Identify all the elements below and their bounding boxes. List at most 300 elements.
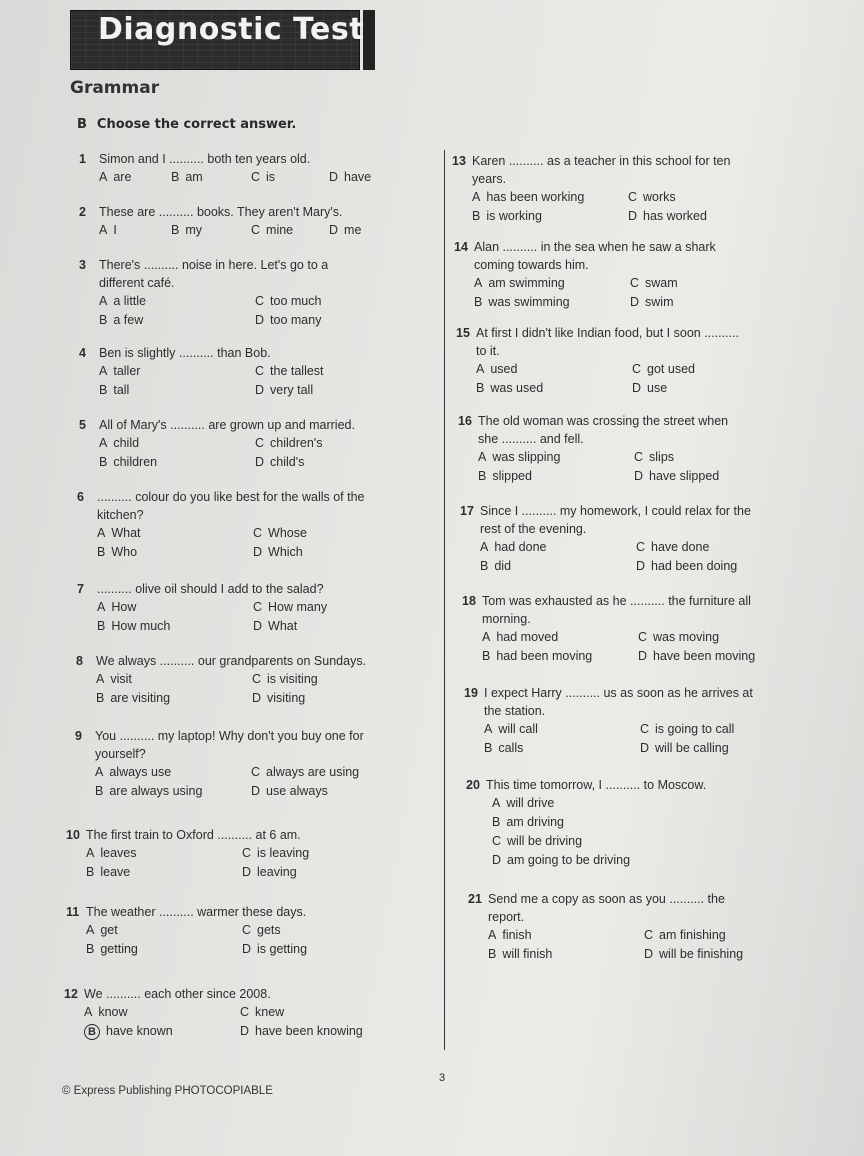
answer-option-d[interactable] bbox=[644, 945, 743, 963]
answer-option-b[interactable] bbox=[472, 207, 542, 225]
question-stem: These are .......... books. They aren't Mary's. bbox=[99, 205, 343, 219]
question-number: 21 bbox=[468, 892, 482, 906]
option-text: will drive bbox=[506, 796, 555, 810]
answer-option-d[interactable] bbox=[255, 311, 321, 329]
answer-option-d[interactable] bbox=[492, 851, 630, 869]
answer-option-d[interactable] bbox=[640, 739, 729, 757]
answer-option-b[interactable] bbox=[97, 617, 170, 635]
option-text: works bbox=[643, 190, 676, 204]
page-number: 3 bbox=[439, 1072, 446, 1084]
question-number: 7 bbox=[77, 582, 84, 596]
option-text: am bbox=[185, 170, 203, 184]
option-letter: C bbox=[638, 630, 648, 644]
option-text: had been doing bbox=[651, 559, 738, 573]
answer-option-a[interactable] bbox=[99, 221, 117, 239]
option-text: have known bbox=[106, 1024, 173, 1038]
option-letter: B bbox=[484, 741, 493, 755]
question-stem: different café. bbox=[99, 276, 175, 290]
option-text: will finish bbox=[502, 947, 553, 961]
option-text: get bbox=[100, 923, 118, 937]
answer-option-a[interactable] bbox=[99, 434, 139, 452]
option-letter: B bbox=[86, 942, 95, 956]
question-stem: years. bbox=[472, 172, 507, 186]
option-letter: B bbox=[476, 381, 485, 395]
answer-option-c[interactable] bbox=[252, 670, 318, 688]
option-text: will be driving bbox=[507, 834, 583, 848]
option-text: was moving bbox=[653, 630, 720, 644]
question-stem: rest of the evening. bbox=[480, 522, 587, 536]
option-letter: C bbox=[253, 600, 263, 614]
answer-option-c[interactable] bbox=[251, 763, 359, 781]
option-letter: B bbox=[99, 383, 108, 397]
question-stem: At first I didn't like Indian food, but I soon .......... bbox=[476, 326, 739, 340]
question-stem: report. bbox=[488, 910, 525, 924]
question-stem: Since I .......... my homework, I could relax for the bbox=[480, 504, 751, 518]
option-text: tall bbox=[113, 383, 130, 397]
answer-option-a[interactable] bbox=[476, 360, 517, 378]
answer-option-d[interactable] bbox=[634, 467, 719, 485]
answer-option-b[interactable] bbox=[484, 739, 523, 757]
question-stem: Alan .......... in the sea when he saw a shark bbox=[474, 240, 716, 254]
answer-option-c[interactable] bbox=[242, 844, 309, 862]
option-text: am going to be driving bbox=[507, 853, 631, 867]
question-stem: coming towards him. bbox=[474, 258, 589, 272]
answer-option-b[interactable] bbox=[488, 945, 552, 963]
answer-option-c[interactable] bbox=[628, 188, 676, 206]
option-text: gets bbox=[257, 923, 281, 937]
question-stem: All of Mary's .......... are grown up and married. bbox=[99, 418, 355, 432]
question-number: 5 bbox=[79, 418, 86, 432]
option-letter: D bbox=[636, 559, 646, 573]
answer-option-c[interactable] bbox=[634, 448, 674, 466]
option-text: was swimming bbox=[488, 295, 570, 309]
option-letter: C bbox=[242, 923, 252, 937]
option-letter: C bbox=[644, 928, 654, 942]
answer-option-a[interactable] bbox=[478, 448, 560, 466]
answer-option-b[interactable] bbox=[171, 221, 202, 239]
option-text: children's bbox=[270, 436, 323, 450]
option-letter: B bbox=[97, 545, 106, 559]
option-letter: D bbox=[255, 313, 265, 327]
answer-option-b[interactable] bbox=[99, 453, 157, 471]
answer-option-a[interactable] bbox=[97, 524, 141, 542]
option-letter: A bbox=[86, 923, 95, 937]
answer-option-c[interactable] bbox=[255, 434, 322, 452]
answer-option-b[interactable] bbox=[84, 1022, 173, 1040]
question-number: 1 bbox=[79, 152, 86, 166]
option-letter: C bbox=[492, 834, 502, 848]
option-text: Who bbox=[111, 545, 138, 559]
option-text: had done bbox=[494, 540, 547, 554]
question-number: 10 bbox=[66, 828, 80, 842]
option-letter: D bbox=[255, 383, 265, 397]
answer-option-d[interactable] bbox=[240, 1022, 363, 1040]
option-letter: A bbox=[99, 170, 108, 184]
option-letter: C bbox=[255, 364, 265, 378]
option-letter: B bbox=[480, 559, 489, 573]
question-stem: yourself? bbox=[95, 747, 146, 761]
option-letter: C bbox=[632, 362, 642, 376]
option-text: are bbox=[113, 170, 132, 184]
answer-option-b[interactable] bbox=[492, 813, 564, 831]
copyright-footer: © Express Publishing PHOTOCOPIABLE bbox=[62, 1085, 273, 1097]
question-stem: morning. bbox=[482, 612, 531, 626]
question-number: 4 bbox=[79, 346, 86, 360]
option-letter: D bbox=[242, 942, 252, 956]
answer-option-b[interactable] bbox=[86, 863, 130, 881]
option-text: child's bbox=[270, 455, 305, 469]
option-letter: A bbox=[474, 276, 483, 290]
option-text: How many bbox=[268, 600, 328, 614]
option-text: very tall bbox=[270, 383, 314, 397]
option-letter: D bbox=[632, 381, 642, 395]
option-letter: C bbox=[251, 170, 261, 184]
answer-option-d[interactable] bbox=[242, 863, 297, 881]
option-text: me bbox=[344, 223, 362, 237]
option-letter: D bbox=[492, 853, 502, 867]
answer-option-b[interactable] bbox=[99, 381, 129, 399]
answer-option-a[interactable] bbox=[492, 794, 554, 812]
option-letter: D bbox=[329, 223, 339, 237]
option-letter: D bbox=[251, 784, 261, 798]
option-text: are always using bbox=[109, 784, 203, 798]
answer-option-d[interactable] bbox=[636, 557, 737, 575]
question-stem: The first train to Oxford .......... at 6 am. bbox=[86, 828, 301, 842]
option-letter: D bbox=[252, 691, 262, 705]
answer-option-c[interactable] bbox=[251, 221, 293, 239]
option-letter: A bbox=[99, 223, 108, 237]
answer-option-c[interactable] bbox=[640, 720, 734, 738]
answer-option-d[interactable] bbox=[253, 543, 303, 561]
option-letter: A bbox=[99, 294, 108, 308]
option-text: used bbox=[490, 362, 518, 376]
answer-option-c[interactable] bbox=[492, 832, 582, 850]
option-text: my bbox=[185, 223, 203, 237]
question-number: 13 bbox=[452, 154, 466, 168]
answer-option-b[interactable] bbox=[474, 293, 570, 311]
answer-option-a[interactable] bbox=[99, 362, 140, 380]
answer-option-b[interactable] bbox=[97, 543, 137, 561]
answer-option-d[interactable] bbox=[255, 381, 313, 399]
option-text: What bbox=[268, 619, 298, 633]
answer-option-a[interactable] bbox=[484, 720, 538, 738]
answer-option-a[interactable] bbox=[474, 274, 565, 292]
option-text: leaving bbox=[257, 865, 297, 879]
option-text: children bbox=[113, 455, 158, 469]
option-text: swim bbox=[645, 295, 674, 309]
question-number: 14 bbox=[454, 240, 468, 254]
question-stem: There's .......... noise in here. Let's go to a bbox=[99, 258, 329, 272]
option-letter: B bbox=[474, 295, 483, 309]
option-letter: A bbox=[97, 526, 106, 540]
option-text: have bbox=[344, 170, 372, 184]
question-stem: The weather .......... warmer these days. bbox=[86, 905, 307, 919]
option-text: was slipping bbox=[492, 450, 561, 464]
answer-option-a[interactable] bbox=[95, 763, 171, 781]
question-number: 18 bbox=[462, 594, 476, 608]
option-text: had moved bbox=[496, 630, 559, 644]
section-heading: Grammar bbox=[70, 78, 160, 98]
option-text: use always bbox=[266, 784, 328, 798]
option-text: swam bbox=[645, 276, 678, 290]
answer-option-d[interactable] bbox=[638, 647, 755, 665]
page-title: Diagnostic Test bbox=[98, 12, 365, 47]
option-letter: D bbox=[329, 170, 339, 184]
option-text: knew bbox=[255, 1005, 285, 1019]
option-letter: D bbox=[240, 1024, 250, 1038]
question-stem: Simon and I .......... both ten years old. bbox=[99, 152, 311, 166]
question-stem: she .......... and fell. bbox=[478, 432, 584, 446]
question-stem: We always .......... our grandparents on Sundays. bbox=[96, 654, 367, 668]
option-letter: A bbox=[472, 190, 481, 204]
option-text: calls bbox=[498, 741, 524, 755]
option-text: have done bbox=[651, 540, 710, 554]
option-text: slipped bbox=[492, 469, 532, 483]
option-letter: C bbox=[634, 450, 644, 464]
option-letter: A bbox=[480, 540, 489, 554]
option-letter: B bbox=[99, 455, 108, 469]
option-letter: B bbox=[96, 691, 105, 705]
option-letter: B bbox=[478, 469, 487, 483]
option-text: is bbox=[266, 170, 276, 184]
answer-option-a[interactable] bbox=[86, 844, 136, 862]
option-text: visit bbox=[110, 672, 132, 686]
option-letter: B bbox=[95, 784, 104, 798]
option-text: a little bbox=[113, 294, 146, 308]
answer-option-a[interactable] bbox=[86, 921, 118, 939]
question-stem: I expect Harry .......... us as soon as he arrives at bbox=[484, 686, 753, 700]
question-stem: This time tomorrow, I .......... to Moscow. bbox=[486, 778, 707, 792]
option-text: is working bbox=[486, 209, 542, 223]
answer-option-a[interactable] bbox=[480, 538, 546, 556]
answer-option-d[interactable] bbox=[251, 782, 328, 800]
instruction-text: Choose the correct answer. bbox=[96, 117, 297, 132]
option-text: leaves bbox=[100, 846, 137, 860]
option-text: will be finishing bbox=[659, 947, 744, 961]
option-text: has been working bbox=[486, 190, 585, 204]
option-letter: D bbox=[628, 209, 638, 223]
question-number: 9 bbox=[75, 729, 82, 743]
option-text: has worked bbox=[643, 209, 707, 223]
option-letter: A bbox=[86, 846, 95, 860]
option-letter: C bbox=[253, 526, 263, 540]
answer-option-b[interactable] bbox=[482, 647, 592, 665]
answer-option-c[interactable] bbox=[638, 628, 719, 646]
option-letter: A bbox=[95, 765, 104, 779]
question-stem: to it. bbox=[476, 344, 500, 358]
question-number: 19 bbox=[464, 686, 478, 700]
question-number: 20 bbox=[466, 778, 480, 792]
option-text: visiting bbox=[267, 691, 306, 705]
option-text: is getting bbox=[257, 942, 308, 956]
option-letter: D bbox=[638, 649, 648, 663]
option-text: is going to call bbox=[655, 722, 735, 736]
answer-option-c[interactable] bbox=[253, 524, 307, 542]
answer-option-c[interactable] bbox=[240, 1003, 284, 1021]
question-number: 8 bbox=[76, 654, 83, 668]
option-letter: C bbox=[240, 1005, 250, 1019]
answer-option-a[interactable] bbox=[96, 670, 132, 688]
option-letter: A bbox=[476, 362, 485, 376]
option-letter: C bbox=[636, 540, 646, 554]
option-text: know bbox=[98, 1005, 128, 1019]
option-letter: B bbox=[488, 947, 497, 961]
answer-option-c[interactable] bbox=[242, 921, 281, 939]
option-text: the tallest bbox=[270, 364, 324, 378]
answer-option-d[interactable] bbox=[252, 689, 305, 707]
answer-option-b[interactable] bbox=[99, 311, 143, 329]
answer-option-d[interactable] bbox=[329, 221, 361, 239]
option-text: use bbox=[647, 381, 668, 395]
answer-option-a[interactable] bbox=[472, 188, 584, 206]
option-text: have slipped bbox=[649, 469, 720, 483]
option-letter: B bbox=[99, 313, 108, 327]
option-letter: A bbox=[484, 722, 493, 736]
option-letter: A bbox=[99, 364, 108, 378]
option-text: leave bbox=[100, 865, 131, 879]
answer-option-d[interactable] bbox=[628, 207, 707, 225]
option-text: Whose bbox=[268, 526, 307, 540]
answer-option-b[interactable] bbox=[476, 379, 543, 397]
option-text: What bbox=[111, 526, 141, 540]
option-letter: B bbox=[472, 209, 481, 223]
option-letter: A bbox=[488, 928, 497, 942]
instruction-letter: B bbox=[77, 117, 87, 132]
option-text: a few bbox=[113, 313, 144, 327]
question-stem: kitchen? bbox=[97, 508, 144, 522]
question-number: 17 bbox=[460, 504, 474, 518]
option-text: will be calling bbox=[655, 741, 729, 755]
question-stem: the station. bbox=[484, 704, 546, 718]
option-text: have been moving bbox=[653, 649, 756, 663]
answer-option-a[interactable] bbox=[97, 598, 136, 616]
answer-option-c[interactable] bbox=[632, 360, 695, 378]
option-letter: A bbox=[84, 1005, 93, 1019]
question-stem: Tom was exhausted as he .......... the furniture all bbox=[482, 594, 751, 608]
question-stem: You .......... my laptop! Why don't you buy one for bbox=[95, 729, 364, 743]
option-text: slips bbox=[649, 450, 675, 464]
answer-option-a[interactable] bbox=[488, 926, 532, 944]
answer-option-a[interactable] bbox=[99, 168, 131, 186]
option-letter: C bbox=[242, 846, 252, 860]
answer-option-c[interactable] bbox=[636, 538, 709, 556]
option-text: did bbox=[494, 559, 512, 573]
option-text: How much bbox=[111, 619, 171, 633]
option-letter: C bbox=[628, 190, 638, 204]
answer-option-c[interactable] bbox=[255, 292, 321, 310]
answer-option-b[interactable] bbox=[86, 940, 138, 958]
question-stem: Send me a copy as soon as you .......... the bbox=[488, 892, 725, 906]
option-text: getting bbox=[100, 942, 138, 956]
answer-option-b[interactable] bbox=[96, 689, 170, 707]
option-text: always are using bbox=[266, 765, 360, 779]
option-letter: D bbox=[253, 619, 263, 633]
option-letter: D bbox=[255, 455, 265, 469]
option-letter: D bbox=[253, 545, 263, 559]
question-number: 12 bbox=[64, 987, 78, 1001]
option-text: I bbox=[113, 223, 117, 237]
option-text: was used bbox=[490, 381, 544, 395]
option-letter: C bbox=[251, 223, 261, 237]
answer-option-c[interactable] bbox=[630, 274, 678, 292]
instruction bbox=[77, 117, 296, 132]
question-stem: .......... olive oil should I add to the salad? bbox=[97, 582, 324, 596]
answer-option-d[interactable] bbox=[242, 940, 307, 958]
option-letter: B bbox=[171, 170, 180, 184]
answer-option-b[interactable] bbox=[478, 467, 532, 485]
answer-option-d[interactable] bbox=[255, 453, 304, 471]
option-letter: A bbox=[482, 630, 491, 644]
answer-option-b[interactable] bbox=[171, 168, 203, 186]
option-letter: C bbox=[640, 722, 650, 736]
option-text: am driving bbox=[506, 815, 565, 829]
option-letter: C bbox=[255, 294, 265, 308]
option-text: is leaving bbox=[257, 846, 310, 860]
option-letter: C bbox=[251, 765, 261, 779]
option-text: How bbox=[111, 600, 137, 614]
option-letter: D bbox=[634, 469, 644, 483]
option-letter: B bbox=[97, 619, 106, 633]
column-divider bbox=[444, 150, 445, 1050]
option-text: Which bbox=[268, 545, 303, 559]
option-text: got used bbox=[647, 362, 695, 376]
option-text: mine bbox=[266, 223, 294, 237]
question-number: 11 bbox=[66, 905, 80, 919]
option-text: always use bbox=[109, 765, 172, 779]
option-letter: D bbox=[242, 865, 252, 879]
option-text: taller bbox=[113, 364, 141, 378]
question-number: 6 bbox=[77, 490, 84, 504]
option-text: child bbox=[113, 436, 140, 450]
answer-option-c[interactable] bbox=[255, 362, 324, 380]
answer-option-d[interactable] bbox=[253, 617, 297, 635]
option-text: finish bbox=[502, 928, 532, 942]
option-text: have been knowing bbox=[255, 1024, 363, 1038]
question-stem: Karen .......... as a teacher in this school for ten bbox=[472, 154, 731, 168]
option-text: am swimming bbox=[488, 276, 565, 290]
option-letter: A bbox=[492, 796, 501, 810]
answer-option-a[interactable] bbox=[84, 1003, 128, 1021]
option-letter: A bbox=[97, 600, 106, 614]
question-stem: Ben is slightly .......... than Bob. bbox=[99, 346, 271, 360]
answer-option-a[interactable] bbox=[482, 628, 558, 646]
title-banner-bar bbox=[363, 10, 375, 70]
answer-option-c[interactable] bbox=[251, 168, 275, 186]
answer-option-d[interactable] bbox=[632, 379, 667, 397]
question-stem: .......... colour do you like best for the walls of the bbox=[97, 490, 365, 504]
answer-option-c[interactable] bbox=[644, 926, 726, 944]
answer-option-d[interactable] bbox=[329, 168, 371, 186]
option-letter: C bbox=[630, 276, 640, 290]
option-letter: D bbox=[640, 741, 650, 755]
question-number: 2 bbox=[79, 205, 86, 219]
question-number: 15 bbox=[456, 326, 470, 340]
option-letter: A bbox=[478, 450, 487, 464]
option-letter: A bbox=[96, 672, 105, 686]
option-letter: D bbox=[630, 295, 640, 309]
option-text: too much bbox=[270, 294, 322, 308]
answer-option-d[interactable] bbox=[630, 293, 674, 311]
option-letter: B bbox=[84, 1024, 100, 1040]
answer-option-a[interactable] bbox=[99, 292, 146, 310]
option-letter: B bbox=[171, 223, 180, 237]
answer-option-b[interactable] bbox=[95, 782, 202, 800]
question-stem: We .......... each other since 2008. bbox=[84, 987, 271, 1001]
answer-option-c[interactable] bbox=[253, 598, 327, 616]
answer-option-b[interactable] bbox=[480, 557, 511, 575]
question-number: 3 bbox=[79, 258, 86, 272]
option-letter: B bbox=[86, 865, 95, 879]
